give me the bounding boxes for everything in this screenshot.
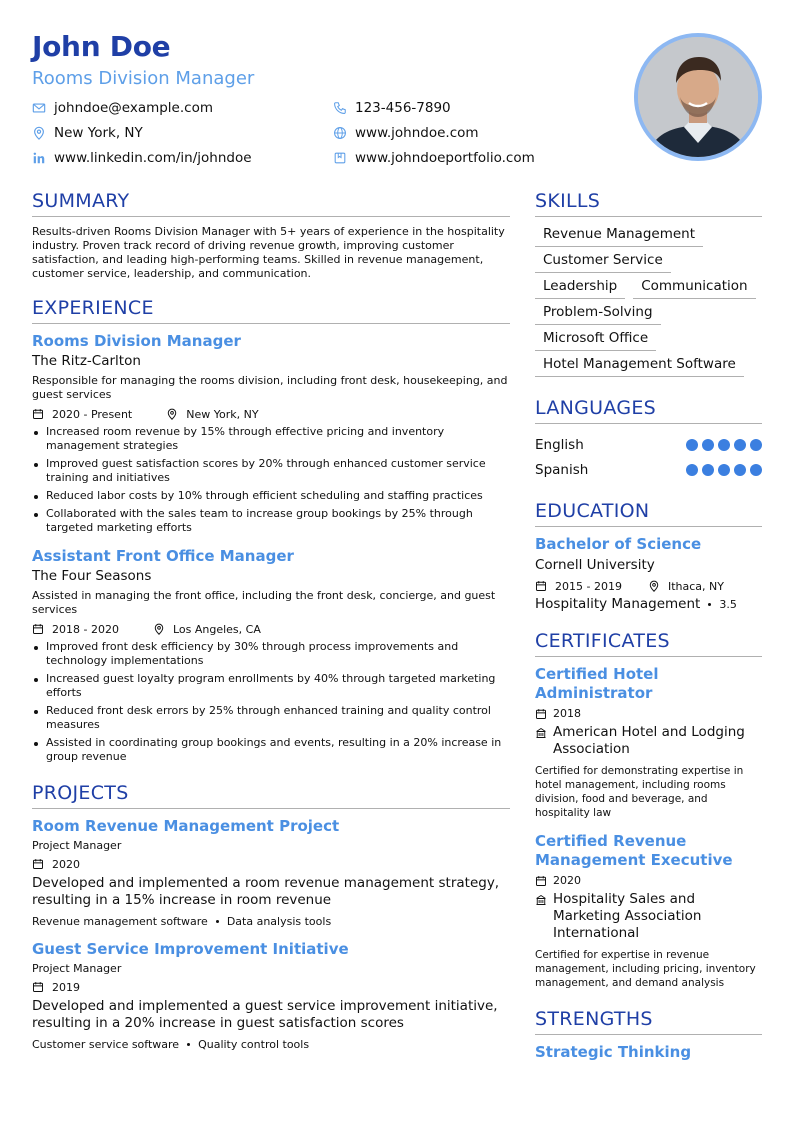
phone-icon: [333, 101, 347, 115]
contact-linkedin[interactable]: [32, 150, 252, 166]
globe-icon: [333, 126, 347, 140]
education-location: Ithaca, NY: [667, 579, 724, 593]
avatar-image: [638, 37, 758, 157]
certificate-issuer: American Hotel and Lodging Association: [553, 724, 745, 757]
job-title: Rooms Division Manager: [32, 332, 241, 350]
job-achievements: [32, 425, 510, 535]
calendar-icon: [32, 858, 44, 870]
achievement-item: Collaborated with the sales team to increase group bookings by 25% through targeted marketing efforts: [32, 507, 510, 535]
summary-text: Results-driven Rooms Division Manager with 5+ years of experience in the hospitality industry. Proven track record of driving revenue growth, improving customer satisfaction, and leading high-performing teams. Skilled in revenue management, customer service, leadership, and communication.: [32, 225, 505, 280]
linkedin-icon: [32, 151, 46, 165]
language-row: [535, 432, 762, 457]
project-entry: [32, 817, 510, 928]
certificate-description: Certified for expertise in revenue management, including pricing, inventory management, and demand analysis: [535, 949, 756, 989]
portfolio-icon: [333, 151, 347, 165]
certificate-year-row: [535, 707, 762, 720]
certificate-title: Certified Revenue Management Executive: [535, 832, 733, 869]
job-dates: 2020 - Present: [52, 407, 133, 421]
email-icon: [32, 101, 46, 115]
summary-heading: SUMMARY: [32, 190, 510, 217]
main-column: [32, 190, 510, 1051]
contact-location: [32, 125, 143, 141]
company-name: The Ritz-Carlton: [32, 353, 141, 369]
company-name: The Four Seasons: [32, 568, 152, 584]
education-meta: [535, 579, 762, 593]
project-meta: [32, 857, 510, 871]
calendar-icon: [32, 981, 44, 993]
project-title: Room Revenue Management Project: [32, 817, 340, 835]
education-dates: 2015 - 2019: [555, 579, 622, 593]
job-achievements: [32, 640, 510, 764]
certificate-entry: [535, 665, 762, 820]
skill-tag: Revenue Management: [535, 225, 703, 247]
skill-tag: Problem-Solving: [535, 303, 661, 325]
calendar-icon: [32, 623, 44, 635]
location-pin-icon: [153, 623, 165, 635]
school-name: Cornell University: [535, 557, 655, 573]
project-description: Developed and implemented a room revenue management strategy, resulting in a 15% increase in room revenue: [32, 875, 500, 908]
degree-title: Bachelor of Science: [535, 535, 702, 553]
contact-phone[interactable]: [333, 100, 451, 116]
language-row: [535, 457, 762, 482]
phone-text: 123-456-7890: [355, 100, 451, 116]
certificate-title: Certified Hotel Administrator: [535, 665, 659, 702]
field-of-study: Hospitality Management: [535, 596, 701, 612]
contact-email[interactable]: [32, 100, 213, 116]
website-text: www.johndoe.com: [355, 125, 479, 141]
calendar-icon: [535, 708, 547, 720]
achievement-item: Increased room revenue by 15% through effective pricing and inventory management strategies: [32, 425, 510, 453]
language-name: English: [535, 436, 584, 453]
project-title: Guest Service Improvement Initiative: [32, 940, 349, 958]
linkedin-text: www.linkedin.com/in/johndoe: [54, 150, 252, 166]
project-role: Project Manager: [32, 839, 122, 852]
certificate-issuer: Hospitality Sales and Marketing Association International: [553, 891, 702, 941]
location-pin-icon: [166, 408, 178, 420]
certificate-issuer-row: [535, 891, 762, 942]
strengths-heading: STRENGTHS: [535, 1008, 762, 1035]
projects-heading: PROJECTS: [32, 782, 510, 809]
experience-entry: [32, 547, 510, 764]
tool-item: Revenue management software: [32, 915, 208, 928]
certificate-entry: [535, 832, 762, 990]
project-year: 2019: [52, 980, 80, 994]
tool-item: Data analysis tools: [226, 915, 332, 928]
job-meta: [32, 407, 510, 421]
achievement-item: Reduced front desk errors by 25% through enhanced training and quality control measures: [32, 704, 510, 732]
email-text: johndoe@example.com: [54, 100, 213, 116]
job-dates: 2018 - 2020: [52, 622, 119, 636]
experience-heading: EXPERIENCE: [32, 297, 510, 324]
skills-heading: SKILLS: [535, 190, 762, 217]
experience-entry: [32, 332, 510, 535]
contact-website[interactable]: [333, 125, 479, 141]
project-year: 2020: [52, 857, 80, 871]
certificate-year: 2018: [553, 707, 581, 720]
job-location: Los Angeles, CA: [172, 622, 261, 636]
calendar-icon: [32, 408, 44, 420]
education-heading: EDUCATION: [535, 500, 762, 527]
education-field: [535, 596, 762, 612]
calendar-icon: [535, 580, 547, 592]
proficiency-dots: [686, 464, 762, 476]
skill-tag: Communication: [633, 277, 755, 299]
tool-item: Quality control tools: [198, 1038, 310, 1051]
certificate-year: 2020: [553, 874, 581, 887]
education-entry: [535, 535, 762, 612]
location-pin-icon: [32, 126, 46, 140]
portfolio-text: www.johndoeportfolio.com: [355, 150, 535, 166]
achievement-item: Improved front desk efficiency by 30% through process improvements and technology implementations: [32, 640, 510, 668]
tool-item: Customer service software: [32, 1038, 180, 1051]
skill-tag: Leadership: [535, 277, 625, 299]
calendar-icon: [535, 875, 547, 887]
project-tools: [32, 1038, 510, 1051]
side-column: [535, 190, 762, 1062]
certificate-description: Certified for demonstrating expertise in hotel management, including rooms division, food and beverage, and hospitality law: [535, 765, 744, 819]
separator-dot: [708, 603, 711, 606]
profile-photo: [634, 33, 762, 161]
achievement-item: Improved guest satisfaction scores by 20% through enhanced customer service training and initiatives: [32, 457, 510, 485]
certificate-issuer-row: [535, 724, 762, 758]
gpa-value: 3.5: [719, 597, 737, 611]
job-meta: [32, 622, 510, 636]
achievement-item: Assisted in coordinating group bookings and events, resulting in a 20% increase in group revenue: [32, 736, 510, 764]
project-description: Developed and implemented a guest service improvement initiative, resulting in a 20% increase in guest satisfaction scores: [32, 998, 498, 1031]
project-role: Project Manager: [32, 962, 122, 975]
skills-list: [535, 225, 762, 381]
job-description: Responsible for managing the rooms division, including front desk, housekeeping, and guest services: [32, 374, 508, 401]
skill-tag: Microsoft Office: [535, 329, 656, 351]
building-icon: [535, 727, 547, 739]
project-meta: [32, 980, 510, 994]
building-icon: [535, 894, 547, 906]
separator-dot: [187, 1043, 190, 1046]
language-name: Spanish: [535, 461, 589, 478]
skill-tag: Hotel Management Software: [535, 355, 744, 377]
project-entry: [32, 940, 510, 1051]
contact-portfolio[interactable]: [333, 150, 535, 166]
achievement-item: Reduced labor costs by 10% through efficient scheduling and staffing practices: [32, 489, 510, 503]
job-location: New York, NY: [186, 407, 259, 421]
candidate-title: Rooms Division Manager: [32, 68, 255, 89]
candidate-name: John Doe: [32, 30, 171, 63]
skill-tag: Customer Service: [535, 251, 671, 273]
achievement-item: Increased guest loyalty program enrollments by 40% through targeted marketing efforts: [32, 672, 510, 700]
proficiency-dots: [686, 439, 762, 451]
job-title: Assistant Front Office Manager: [32, 547, 294, 565]
certificate-year-row: [535, 874, 762, 887]
location-text: New York, NY: [54, 125, 143, 141]
job-description: Assisted in managing the front office, including the front desk, concierge, and guest services: [32, 589, 496, 616]
certificates-heading: CERTIFICATES: [535, 630, 762, 657]
languages-heading: LANGUAGES: [535, 397, 762, 424]
location-pin-icon: [648, 580, 660, 592]
project-tools: [32, 915, 510, 928]
separator-dot: [216, 920, 219, 923]
strength-item: Strategic Thinking: [535, 1043, 692, 1061]
